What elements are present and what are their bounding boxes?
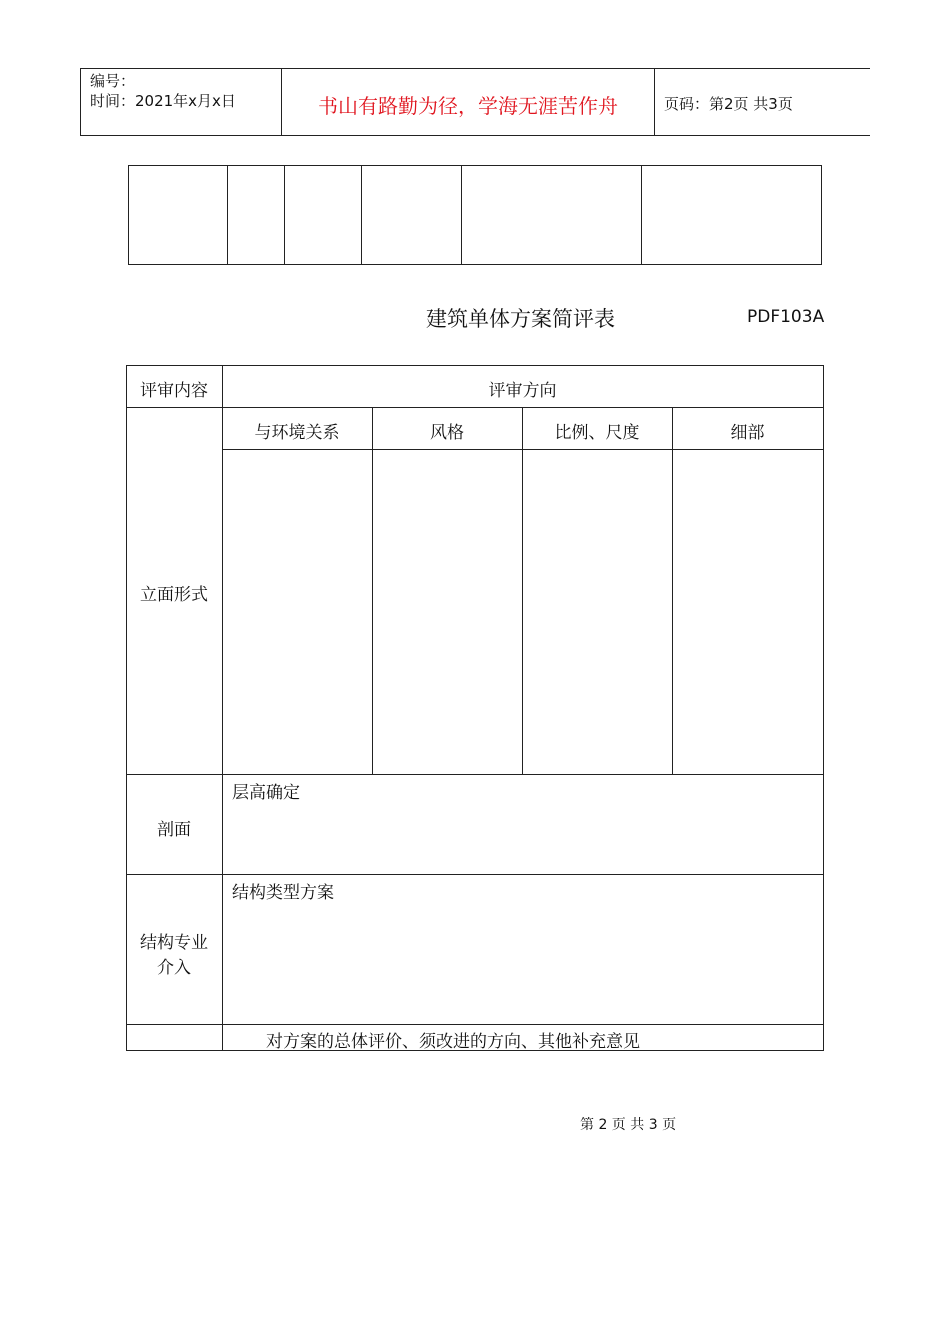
subheader-style: 风格 xyxy=(430,423,464,443)
form-code: PDF103A xyxy=(747,307,825,327)
document-number-label: 编号： xyxy=(90,72,136,90)
row-label-structure-line1: 结构专业 xyxy=(140,933,208,953)
row-label-section: 剖面 xyxy=(157,820,191,840)
footer-page-number: 第 2 页 共 3 页 xyxy=(580,1117,677,1133)
subheader-details: 细部 xyxy=(730,423,765,443)
form-title: 建筑单体方案简评表 xyxy=(426,307,615,331)
review-content-header: 评审内容 xyxy=(140,381,208,401)
overall-comment-label: 对方案的总体评价、须改进的方向、其他补充意见 xyxy=(266,1032,640,1052)
header-motto: 书山有路勤为径，学海无涯苦作舟 xyxy=(318,94,618,118)
section-note: 层高确定 xyxy=(232,783,300,803)
review-direction-header: 评审方向 xyxy=(488,381,557,401)
header-page-label: 页码：第2页 共3页 xyxy=(664,95,793,113)
document-time-label: 时间：2021年x月x日 xyxy=(90,92,236,110)
subheader-proportion-scale: 比例、尺度 xyxy=(554,423,640,443)
row-label-structure-line2: 介入 xyxy=(157,958,191,978)
subheader-environment: 与环境关系 xyxy=(254,423,340,443)
structure-note: 结构类型方案 xyxy=(232,883,334,903)
row-label-elevation: 立面形式 xyxy=(140,585,208,605)
